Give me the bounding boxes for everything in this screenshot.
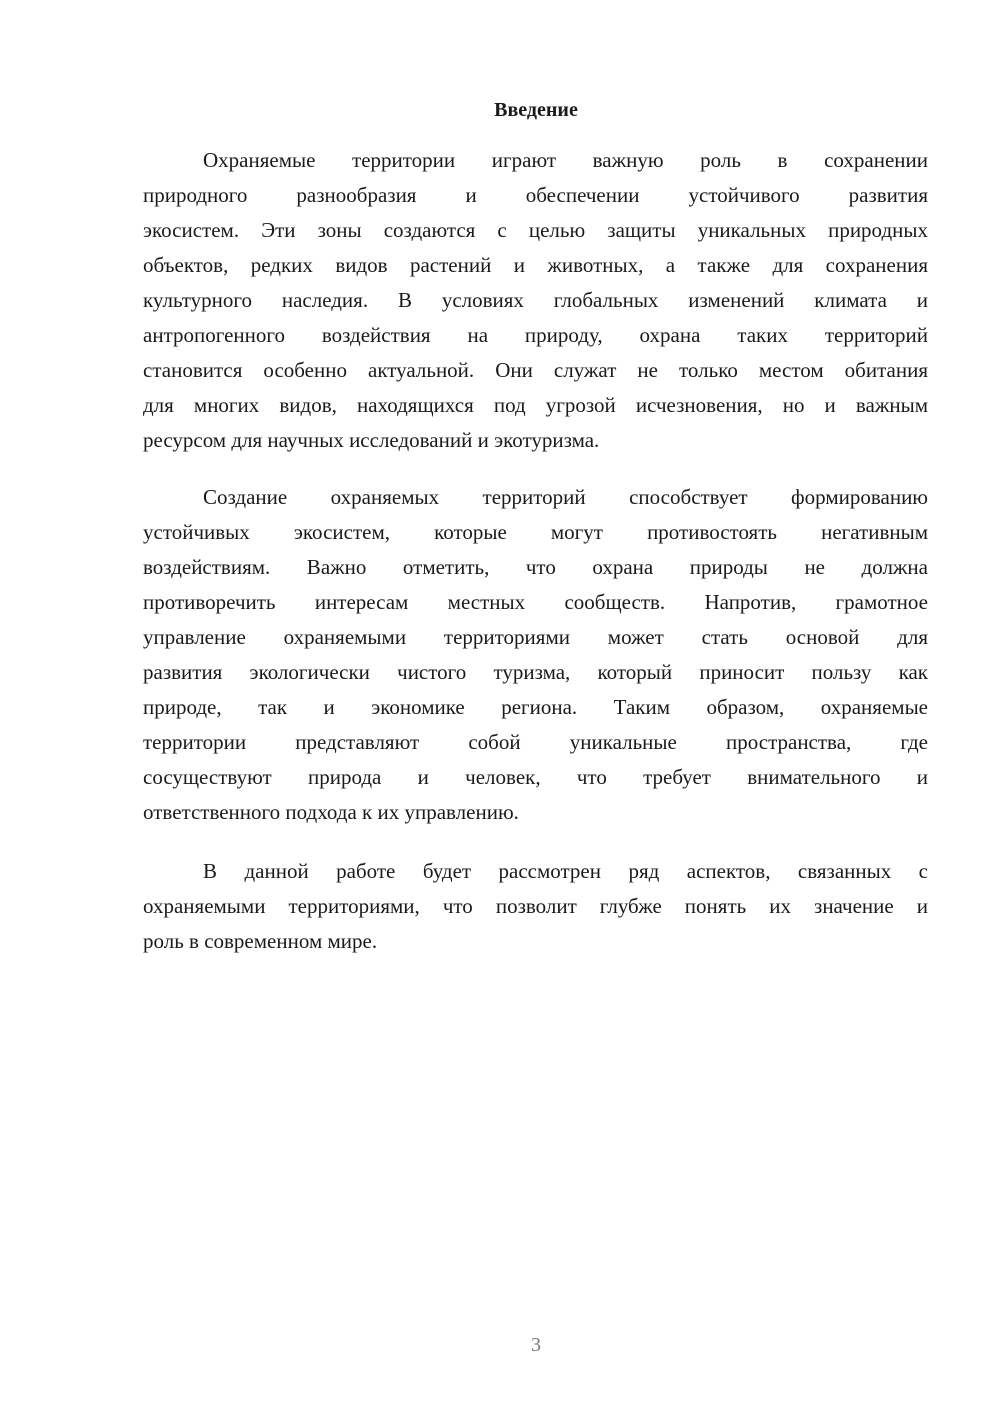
text-line: для многих видов, находящихся под угрозой исчезновения, но и важным bbox=[143, 393, 928, 417]
text-line: Охраняемые территории играют важную роль в сохранении bbox=[203, 148, 928, 172]
text-line: становится особенно актуальной. Они служат не только местом обитания bbox=[143, 358, 928, 382]
text-line: Создание охраняемых территорий способствует формированию bbox=[203, 485, 928, 509]
text-line: культурного наследия. В условиях глобальных изменений климата и bbox=[143, 288, 928, 312]
text-line: антропогенного воздействия на природу, охрана таких территорий bbox=[143, 323, 928, 347]
text-line: экосистем. Эти зоны создаются с целью защиты уникальных природных bbox=[143, 218, 928, 242]
text-line: природе, так и экономике региона. Таким образом, охраняемые bbox=[143, 695, 928, 719]
text-line: развития экологически чистого туризма, который приносит пользу как bbox=[143, 660, 928, 684]
text-line: противоречить интересам местных сообществ. Напротив, грамотное bbox=[143, 590, 928, 614]
text-line: устойчивых экосистем, которые могут противостоять негативным bbox=[143, 520, 928, 544]
text-line: воздействиям. Важно отметить, что охрана природы не должна bbox=[143, 555, 928, 579]
paragraph-2 bbox=[143, 480, 928, 830]
text-line: охраняемыми территориями, что позволит глубже понять их значение и bbox=[143, 894, 928, 918]
text-line: В данной работе будет рассмотрен ряд аспектов, связанных с bbox=[203, 859, 928, 883]
text-line: природного разнообразия и обеспечении устойчивого развития bbox=[143, 183, 928, 207]
text-line: сосуществуют природа и человек, что требует внимательного и bbox=[143, 765, 928, 789]
page-number: 3 bbox=[531, 1334, 541, 1356]
text-line: территории представляют собой уникальные пространства, где bbox=[143, 730, 928, 754]
text-line: управление охраняемыми территориями может стать основой для bbox=[143, 625, 928, 649]
section-title: Введение bbox=[494, 99, 578, 121]
text-line: объектов, редких видов растений и животных, а также для сохранения bbox=[143, 253, 928, 277]
paragraph-3 bbox=[143, 854, 928, 959]
text-line: ответственного подхода к их управлению. bbox=[143, 800, 519, 824]
text-line: ресурсом для научных исследований и экотуризма. bbox=[143, 428, 600, 452]
paragraph-1 bbox=[143, 143, 928, 458]
text-line: роль в современном мире. bbox=[143, 929, 378, 953]
